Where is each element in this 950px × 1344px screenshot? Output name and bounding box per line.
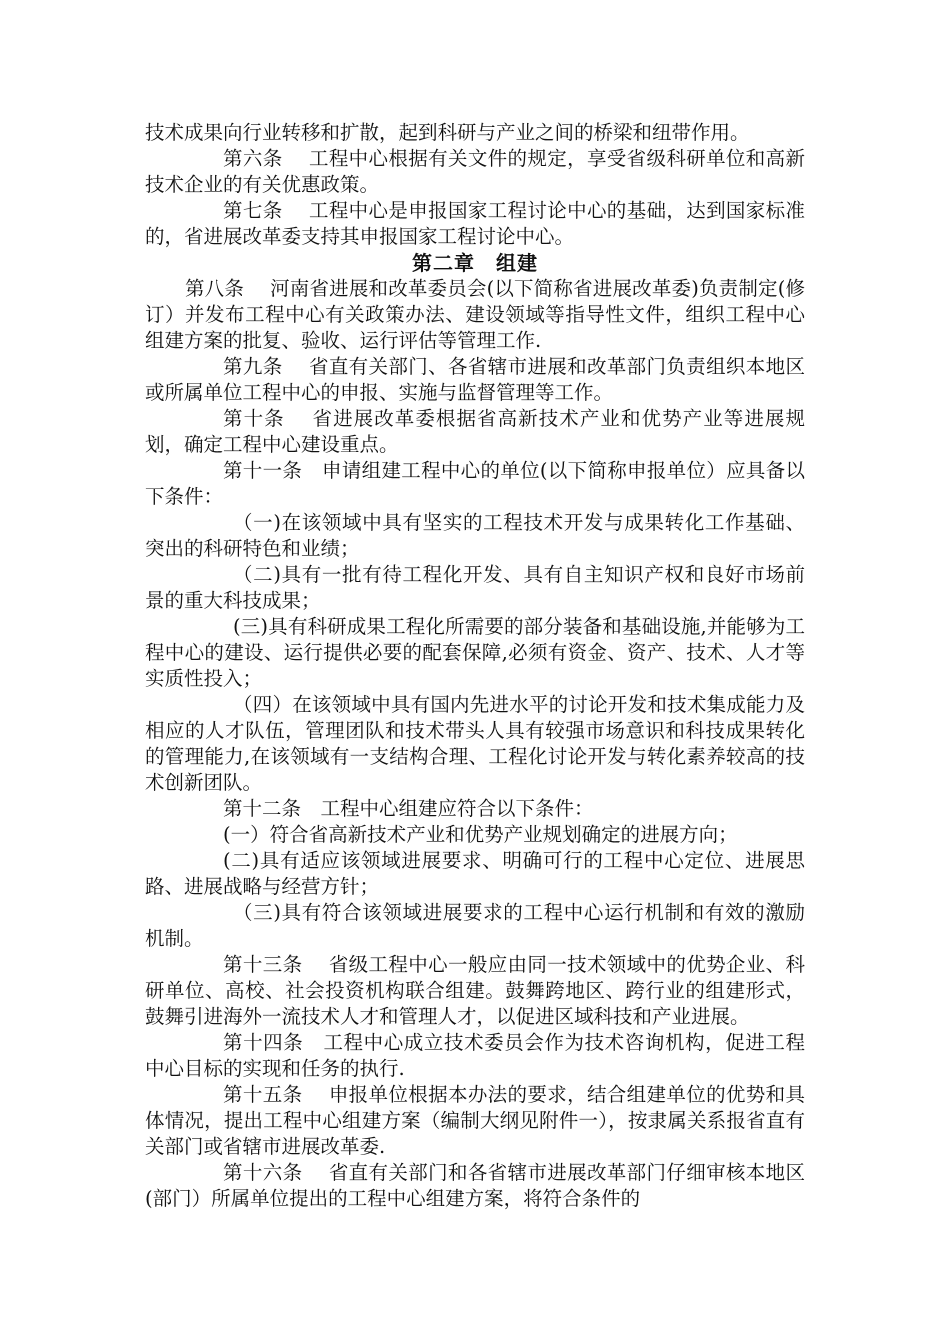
article-14: 第十四条 工程中心成立技术委员会作为技术咨询机构，促进工程中心目标的实现和任务的执行. <box>145 1031 805 1080</box>
article-6: 第六条 工程中心根据有关文件的规定，享受省级科研单位和高新技术企业的有关优惠政策。 <box>145 147 805 196</box>
article-16: 第十六条 省直有关部门和各省辖市进展改革部门仔细审核本地区(部门）所属单位提出的工程中心组建方案，将符合条件的 <box>145 1161 805 1210</box>
chapter-title: 第二章 组建 <box>412 251 538 275</box>
article-11-item-3: (三)具有科研成果工程化所需要的部分装备和基础设施,并能够为工程中心的建设、运行提供必要的配套保障,必须有资金、资产、技术、人才等实质性投入； <box>145 615 805 690</box>
article-12-item-3: （三)具有符合该领域进展要求的工程中心运行机制和有效的激励机制。 <box>145 901 805 950</box>
article-11: 第十一条 申请组建工程中心的单位(以下简称申报单位）应具备以下条件： <box>145 459 805 508</box>
article-10: 第十条 省进展改革委根据省高新技术产业和优势产业等进展规划，确定工程中心建设重点。 <box>145 407 805 456</box>
article-12-item-1: (一）符合省高新技术产业和优势产业规划确定的进展方向； <box>223 823 738 846</box>
article-12: 第十二条 工程中心组建应符合以下条件： <box>223 797 594 820</box>
article-15: 第十五条 申报单位根据本办法的要求，结合组建单位的优势和具体情况，提出工程中心组建方案（编制大纲见附件一），按隶属关系报省直有关部门或省辖市进展改革委. <box>145 1083 805 1158</box>
article-11-item-1: （一)在该领域中具有坚实的工程技术开发与成果转化工作基础、突出的科研特色和业绩； <box>145 511 805 560</box>
article-12-item-2: (二)具有适应该领域进展要求、明确可行的工程中心定位、进展思路、进展战略与经营方针； <box>145 849 805 898</box>
article-8: 第八条 河南省进展和改革委员会(以下简称省进展改革委)负责制定(修订）并发布工程中心有关政策办法、建设领域等指导性文件，组织工程中心组建方案的批复、验收、运行评估等管理工作. <box>145 277 805 352</box>
document-body <box>145 120 805 1212</box>
article-9: 第九条 省直有关部门、各省辖市进展和改革部门负责组织本地区或所属单位工程中心的申报、实施与监督管理等工作。 <box>145 355 805 404</box>
article-11-item-2: （二)具有一批有待工程化开发、具有自主知识产权和良好市场前景的重大科技成果； <box>145 563 805 612</box>
article-13: 第十三条 省级工程中心一般应由同一技术领域中的优势企业、科研单位、高校、社会投资机构联合组建。鼓舞跨地区、跨行业的组建形式，鼓舞引进海外一流技术人才和管理人才，以促进区域科技和产业进展。 <box>145 953 805 1028</box>
paragraph: 技术成果向行业转移和扩散，起到科研与产业之间的桥梁和纽带作用。 <box>145 121 750 144</box>
article-11-item-4: （四）在该领域中具有国内先进水平的讨论开发和技术集成能力及相应的人才队伍，管理团队和技术带头人具有较强市场意识和科技成果转化的管理能力,在该领域有一支结构合理、工程化讨论开发与转化素养较高的技术创新团队。 <box>145 693 805 794</box>
article-7: 第七条 工程中心是申报国家工程讨论中心的基础，达到国家标准的，省进展改革委支持其申报国家工程讨论中心。 <box>145 199 805 248</box>
